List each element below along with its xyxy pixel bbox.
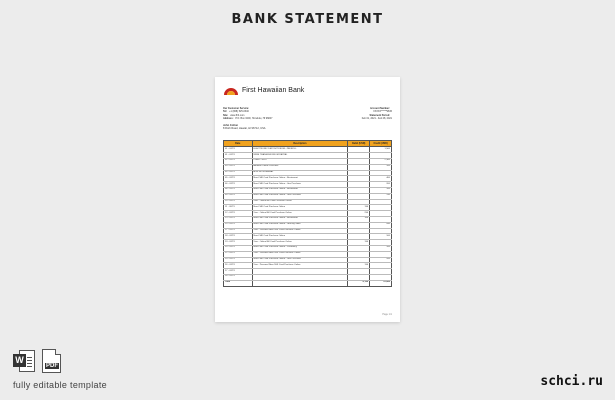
cell-description: Visa - Online Bill Card Purchase Online — [252, 240, 348, 246]
cell-date: 05 - 02/21 — [224, 170, 253, 176]
cell-description: Non-CHK Card Purchase Online - Restaurant — [252, 217, 348, 223]
cell-description: Visa - Personal Non-CHK Card Purchase Online — [252, 251, 348, 257]
cell-credit: 100 — [370, 245, 392, 251]
account-value: XXXXX******9815 — [373, 110, 392, 114]
column-header: Debit (USD) — [348, 141, 370, 147]
customer-address: 8 Roth Road, Hawaii, HI 96712, USA — [223, 127, 266, 131]
cell-credit: 1,500 — [370, 147, 392, 153]
cell-credit: 100 — [370, 234, 392, 240]
cell-date: 17 - 02/21 — [224, 228, 253, 234]
cell-description: Non-CHK Card Purchase Online - Gas Purchase — [252, 257, 348, 263]
cell-description: WIRE TRANSFER FROM PAYPAL — [252, 153, 348, 159]
cell-description: Non-CHK Card Purchase Online - Restaurant — [252, 176, 348, 182]
account-label: Statement Period: — [369, 113, 390, 117]
word-badge: W — [13, 354, 26, 367]
contact-info — [223, 107, 272, 121]
cell-date: 01 - 02/21 — [224, 147, 253, 153]
cell-credit: 150 — [370, 193, 392, 199]
cell-date: 15 - 02/21 — [224, 222, 253, 228]
customer-name: John Colton — [223, 123, 239, 127]
cell-debit: 150 — [348, 263, 370, 269]
cell-date: 12 - 02/21 — [224, 211, 253, 217]
cell-date: 26 - 02/21 — [224, 263, 253, 269]
contact-row — [223, 117, 272, 120]
transactions-table — [223, 140, 392, 286]
tagline: fully editable template — [13, 380, 107, 390]
site-name: schci.ru — [540, 374, 603, 389]
column-header: Description — [252, 141, 348, 147]
cell-description: Non-CHK Card Purchase Online — [252, 205, 348, 211]
file-format-icons — [13, 349, 61, 373]
cell-date: 03 - 02/21 — [224, 164, 253, 170]
bank-name: First Hawaiian Bank — [242, 86, 305, 94]
cell-debit: 150 — [348, 205, 370, 211]
cell-credit: 200 — [370, 257, 392, 263]
contact-label: Our Customer Service: — [223, 107, 250, 110]
total-label: Total — [224, 280, 253, 286]
contact-value: www.fhb.com — [230, 113, 245, 117]
contact-label: Site: — [223, 113, 229, 117]
customer-block — [223, 124, 392, 131]
cell-description: Amazon Online Purchase — [252, 164, 348, 170]
cell-description: Non-CHK Card Purchase Online - Grocery Store — [252, 222, 348, 228]
contact-label: Address: — [223, 117, 234, 121]
cell-date: 08 - 02/21 — [224, 188, 253, 194]
column-header: Credit (USD) — [370, 141, 392, 147]
cell-credit: 400 — [370, 176, 392, 182]
cell-debit: 150 — [348, 240, 370, 246]
cell-date: 28 - 02/21 — [224, 274, 253, 280]
contact-value: P.O. Box 3200, Honolulu, HI 96847 — [235, 117, 273, 121]
contact-label: Tel: — [223, 110, 228, 114]
contact-value: +1 (808) 525-6340 — [229, 110, 249, 114]
cell-credit: 2,300 — [370, 159, 392, 165]
cell-description: Non-CHK Card Purchase Online — [252, 234, 348, 240]
cell-description: Visa - Personal Non-CHK Card Purchase Online — [252, 228, 348, 234]
cell-description: Visa - Online Bill Card Purchase Online — [252, 211, 348, 217]
cell-debit: 250 — [348, 211, 370, 217]
cell-description: Check #1010 — [252, 159, 348, 165]
table-total-row — [224, 280, 392, 286]
cell-date: 13 - 02/21 — [224, 217, 253, 223]
cell-credit: 450 — [370, 222, 392, 228]
cell-date: 24 - 02/21 — [224, 257, 253, 263]
cell-credit: 100 — [370, 164, 392, 170]
page-title: BANK STATEMENT — [231, 12, 384, 27]
cell-credit: 100 — [370, 188, 392, 194]
cell-date: 09 - 02/21 — [224, 193, 253, 199]
cell-date: 02 - 02/21 — [224, 159, 253, 165]
cell-date: 22 - 02/21 — [224, 251, 253, 257]
cell-date: 01 - 02/21 — [224, 153, 253, 159]
cell-description: Visa - Online Bill Card Purchase Online — [252, 199, 348, 205]
cell-date: 10 - 02/21 — [224, 199, 253, 205]
cell-description: ATM WITHDRAWAL — [252, 170, 348, 176]
cell-date: 27 - 02/21 — [224, 269, 253, 275]
cell-debit: 100 — [348, 217, 370, 223]
total-debit: 8,100 — [348, 280, 370, 286]
pdf-document-icon — [42, 349, 61, 373]
cell-description: Non-CHK Card Purchase Online - Gas Purchase — [252, 193, 348, 199]
cell-date: 19 - 02/21 — [224, 240, 253, 246]
cell-date: 06 - 02/21 — [224, 182, 253, 188]
cell-date: 11 - 02/21 — [224, 205, 253, 211]
cell-date: 20 - 02/21 — [224, 245, 253, 251]
column-header: Date — [224, 141, 253, 147]
cell-description: ELECTRONIC DEPOSIT FROM - PAYROLL — [252, 147, 348, 153]
account-value: Feb 01, 2021 - Feb 28, 2021 — [361, 117, 392, 121]
statement-info — [223, 107, 392, 121]
total-credit: 10,850 — [370, 280, 392, 286]
account-info — [362, 107, 392, 121]
statement-document — [215, 77, 400, 322]
account-label: Account Number: — [369, 107, 390, 110]
sunrise-logo-icon — [223, 85, 239, 95]
pdf-badge: PDF — [46, 363, 58, 369]
cell-description: Non-CHK Card Purchase Online - Gas Purchase — [252, 182, 348, 188]
cell-description: Non-CHK Card Purchase Online - Pharmacy — [252, 245, 348, 251]
cell-description: Visa - Personal Non-CHK Card Purchase Online — [252, 263, 348, 269]
cell-description: Non-CHK Card Purchase Online - Restaurant — [252, 188, 348, 194]
page-number: Page 1/1 — [382, 313, 392, 316]
cell-date: 18 - 02/21 — [224, 234, 253, 240]
cell-credit: 200 — [370, 182, 392, 188]
cell-date: 05 - 02/21 — [224, 176, 253, 182]
bank-brand — [223, 83, 392, 97]
total-spacer — [252, 280, 348, 286]
account-row — [362, 117, 392, 120]
word-document-icon — [13, 349, 35, 373]
